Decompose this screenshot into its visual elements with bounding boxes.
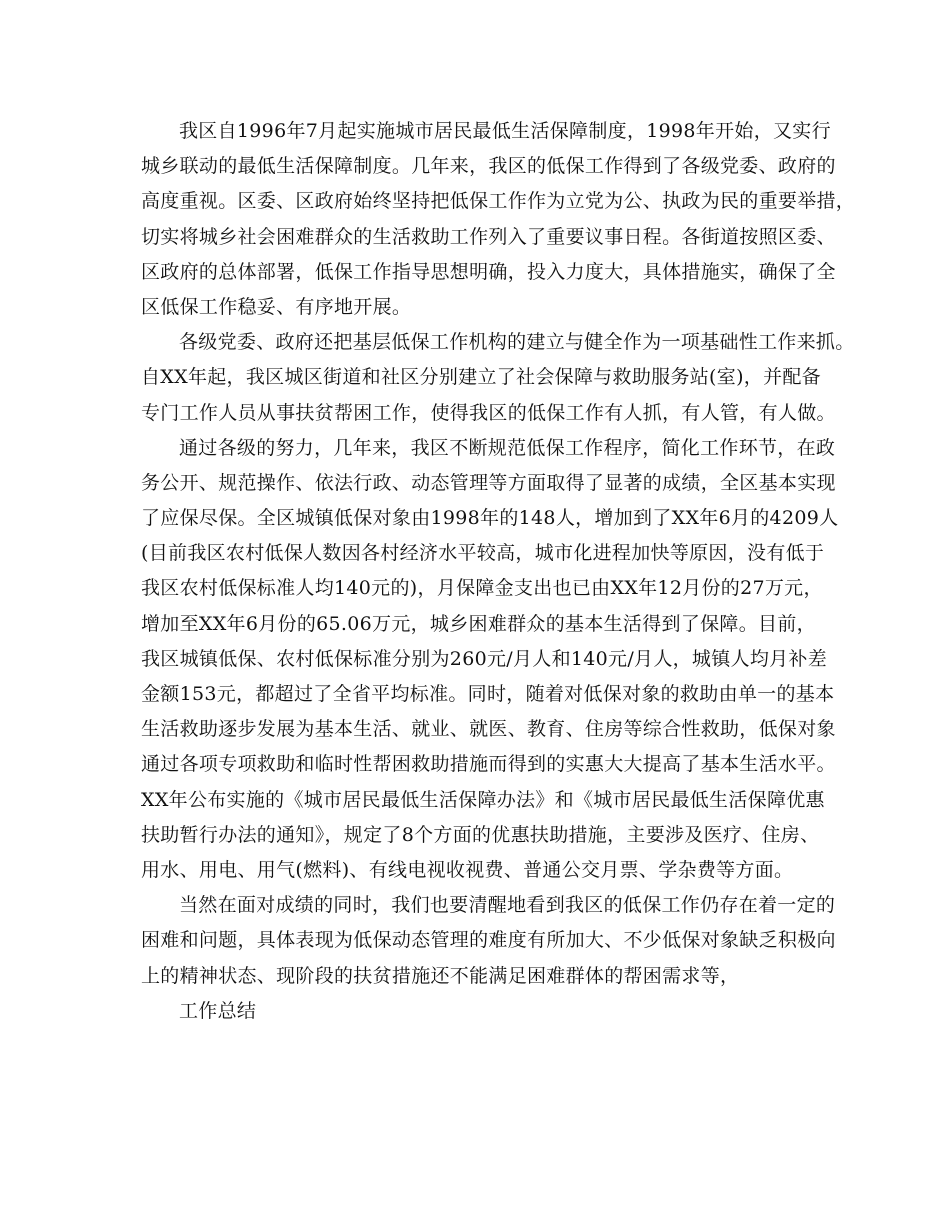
text-line: 困难和问题，具体表现为低保动态管理的难度有所加大、不少低保对象缺乏积极向 (141, 929, 836, 952)
text-line: 当然在面对成绩的同时，我们也要清醒地看到我区的低保工作仍存在着一定的 (179, 894, 836, 917)
text-line: 了应保尽保。全区城镇低保对象由1998年的148人，增加到了XX年6月的4209人 (141, 507, 839, 530)
text-line: 通过各级的努力，几年来，我区不断规范低保工作程序，简化工作环节，在政 (179, 436, 836, 459)
text-line: 自XX年起，我区城区街道和社区分别建立了社会保障与救助服务站(室)，并配备 (141, 366, 821, 389)
text-line: 金额153元，都超过了全省平均标准。同时，随着对低保对象的救助由单一的基本 (141, 683, 835, 705)
text-line: 扶助暂行办法的通知》，规定了8个方面的优惠扶助措施，主要涉及医疗、住房、 (141, 823, 820, 846)
text-line: XX年公布实施的《城市居民最低生活保障办法》和《城市居民最低生活保障优惠 (141, 788, 825, 811)
text-line: 我区城镇低保、农村低保标准分别为260元/月人和140元/月人，城镇人均月补差 (141, 647, 828, 670)
text-line: 各级党委、政府还把基层低保工作机构的建立与健全作为一项基础性工作来抓。 (179, 331, 855, 354)
text-line: 切实将城乡社会困难群众的生活救助工作列入了重要议事日程。各街道按照区委、 (141, 225, 836, 248)
text-line: (目前我区农村低保人数因各村经济水平较高，城市化进程加快等原因，没有低于 (141, 542, 825, 565)
text-line: 区政府的总体部署，低保工作指导思想明确，投入力度大，具体措施实，确保了全 (141, 260, 836, 283)
text-line: 高度重视。区委、区政府始终坚持把低保工作作为立党为公、执政为民的重要举措， (141, 190, 856, 213)
text-line: 专门工作人员从事扶贫帮困工作，使得我区的低保工作有人抓，有人管，有人做。 (141, 401, 836, 424)
text-line: 增加至XX年6月份的65.06万元，城乡困难群众的基本生活得到了保障。目前， (141, 612, 816, 635)
text-line: 通过各项专项救助和临时性帮困救助措施而得到的实惠大大提高了基本生活水平。 (141, 753, 836, 776)
text-line: 我区农村低保标准人均140元的)，月保障金支出也已由XX年12月份的27万元， (141, 577, 823, 600)
text-line: 我区自1996年7月起实施城市居民最低生活保障制度，1998年开始，又实行 (179, 120, 831, 142)
text-line: 城乡联动的最低生活保障制度。几年来，我区的低保工作得到了各级党委、政府的 (141, 155, 836, 178)
text-line: 用水、用电、用气(燃料)、有线电视收视费、普通公交月票、学杂费等方面。 (141, 858, 794, 881)
section-footer-label: 工作总结 (179, 999, 257, 1022)
text-line: 上的精神状态、现阶段的扶贫措施还不能满足困难群体的帮困需求等， (141, 964, 740, 987)
text-line: 务公开、规范操作、依法行政、动态管理等方面取得了显著的成绩，全区基本实现 (141, 471, 836, 494)
text-line: 区低保工作稳妥、有序地开展。 (141, 295, 412, 318)
document-body (141, 114, 856, 1029)
text-line: 生活救助逐步发展为基本生活、就业、就医、教育、住房等综合性救助，低保对象 (141, 718, 836, 741)
